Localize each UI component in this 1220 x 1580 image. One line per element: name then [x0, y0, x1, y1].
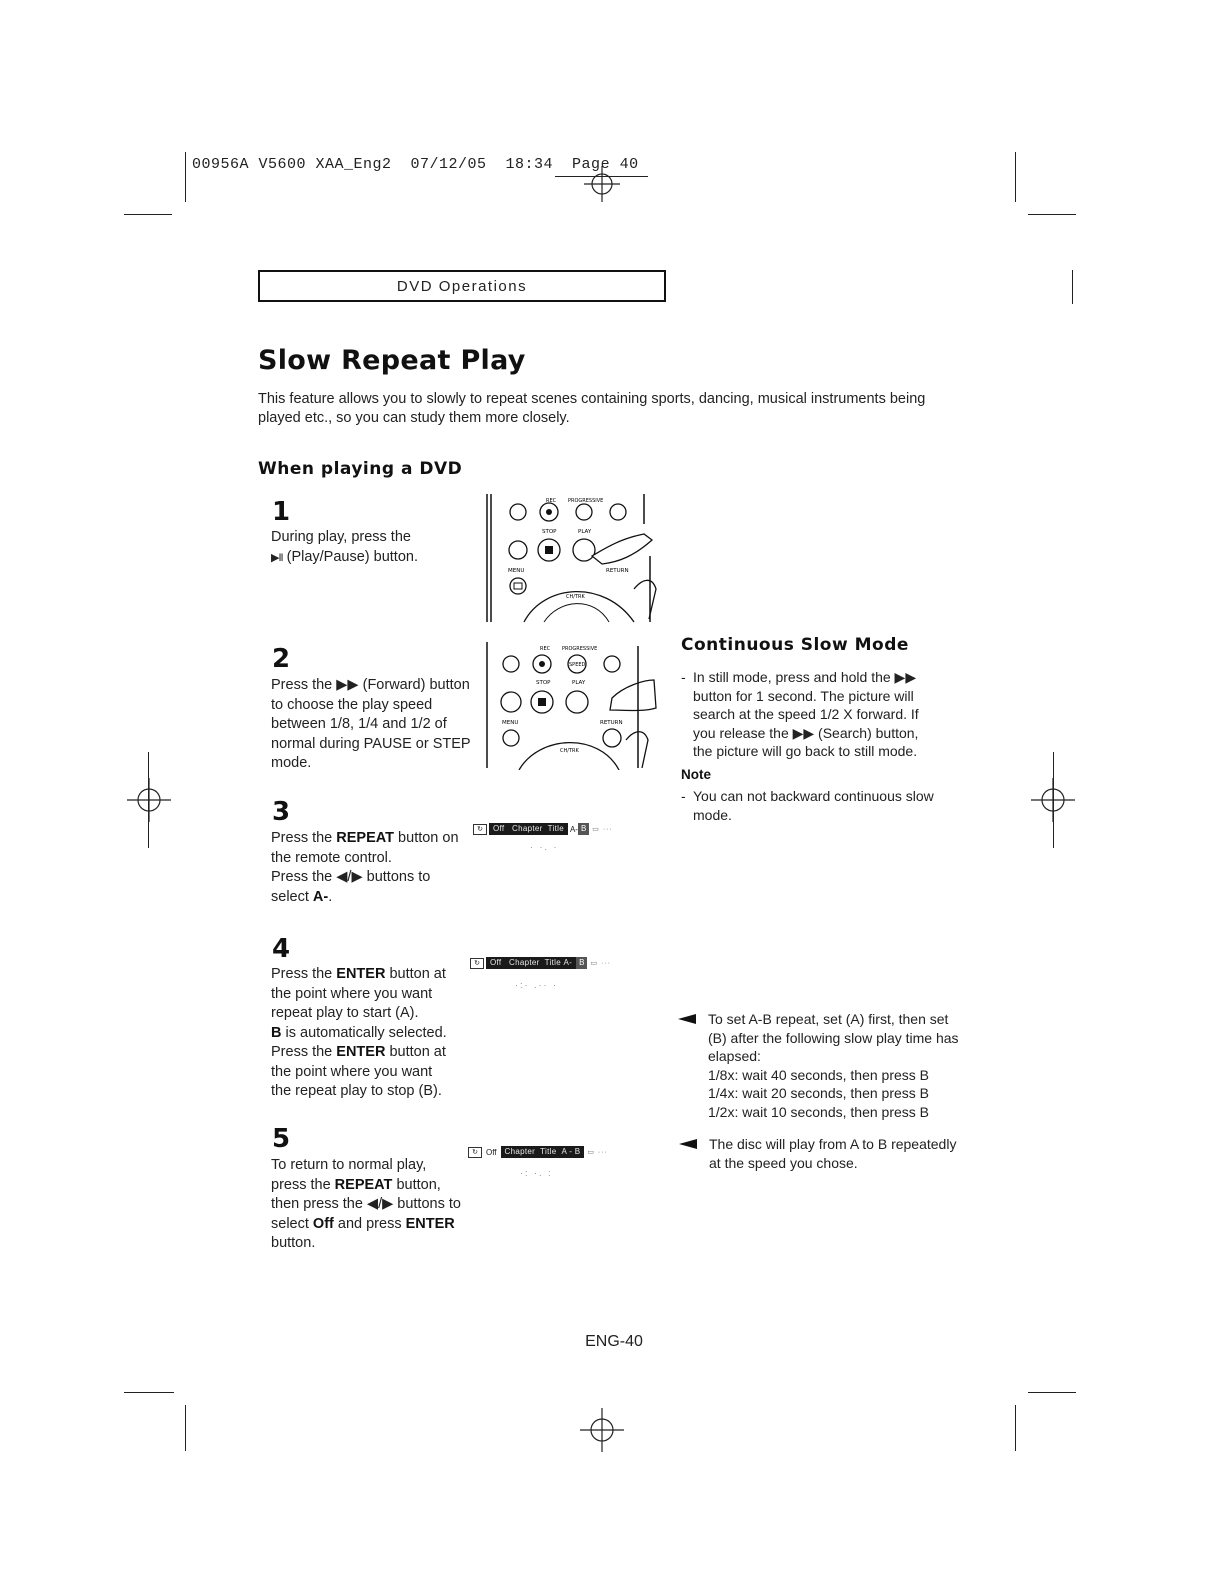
print-speckle: ·: ·. : — [520, 1168, 553, 1178]
note-heading: Note — [681, 767, 711, 782]
ab-wait-line: 1/8x: wait 40 seconds, then press B — [708, 1066, 930, 1083]
step-3-part: Press the — [271, 830, 337, 846]
b-keyword: B — [271, 1024, 282, 1041]
ab-note-text: The disc will play from A to B repeatedly at the speed you chose. — [709, 1136, 957, 1171]
remote-label: MENU — [502, 720, 519, 726]
crop-mark — [1015, 152, 1016, 202]
remote-label: CH/TRK — [560, 748, 579, 754]
crop-mark — [1028, 1392, 1076, 1393]
registration-mark-icon — [580, 1408, 624, 1452]
step-5-part: button, then press the ◀/▶ buttons to select — [271, 1176, 461, 1232]
step-number: 3 — [272, 797, 291, 827]
left-arrow-icon — [678, 1014, 696, 1024]
a-keyword: A- — [312, 888, 329, 905]
remote-label: CH/TRK — [566, 594, 585, 600]
step-5-part: To return to normal play, press the — [271, 1157, 427, 1193]
intro-paragraph: This feature allows you to slowly to repeat scenes containing sports, dancing, musical instruments being played etc., so you can study them more closely. — [258, 391, 926, 426]
play-pause-icon: ▶II — [271, 551, 283, 564]
step-2-text: Press the ▶▶ (Forward) button to choose the play speed between 1/8, 1/4 and 1/2 of normal during PAUSE or STEP mode. — [271, 677, 471, 771]
osd-off: Off — [486, 1147, 497, 1157]
remote-illustration — [484, 640, 674, 770]
osd-repeat-bar — [468, 1145, 608, 1159]
repeat-icon: ↻ — [470, 958, 484, 969]
osd-chapter: Chapter — [512, 824, 543, 833]
osd-title: Title — [547, 824, 564, 833]
osd-b: B — [576, 957, 587, 969]
repeat-keyword: REPEAT — [334, 1176, 393, 1193]
remote-label: RETURN — [606, 568, 629, 574]
osd-ab: A - B — [561, 1147, 581, 1156]
osd-chapter: Chapter — [509, 958, 540, 967]
repeat-icon: ↻ — [468, 1147, 482, 1158]
step-3-part: . — [328, 888, 333, 905]
remote-label: REC — [546, 498, 557, 504]
crop-mark — [1072, 270, 1073, 304]
bullet-dash: - — [681, 669, 686, 685]
print-slug: 00956A V5600 XAA_Eng2 07/12/05 18:34 Page 40 — [192, 156, 639, 173]
step-1-line — [271, 548, 461, 569]
osd-title: Title — [540, 1147, 557, 1156]
step-5-part: button. — [271, 1235, 316, 1251]
osd-repeat-bar — [473, 822, 613, 836]
crop-mark — [1015, 1405, 1016, 1451]
remote-label: PLAY — [578, 529, 592, 535]
ab-note-2 — [709, 1135, 969, 1172]
osd-tail: ▭ ··· — [587, 1149, 608, 1156]
crop-mark — [185, 152, 186, 202]
bullet-dash: - — [681, 788, 686, 804]
repeat-icon: ↻ — [473, 824, 487, 835]
continuous-heading: Continuous Slow Mode — [681, 635, 909, 655]
section-header-box — [258, 270, 666, 302]
step-3-part: Press the ◀/▶ buttons to select — [271, 869, 431, 905]
osd-tail: ▭ ··· — [592, 826, 613, 833]
osd-segment — [501, 1146, 585, 1158]
section-header: DVD Operations — [396, 278, 528, 295]
remote-label: PROGRESSIVE — [562, 646, 598, 652]
step-1-line2: (Play/Pause) button. — [286, 548, 418, 565]
step-3-text — [271, 829, 466, 907]
osd-off: Off — [490, 958, 502, 967]
ab-note-text: To set A-B repeat, set (A) first, then set (B) after the following slow play time has elapsed: — [708, 1011, 959, 1064]
step-4-part: Press the — [271, 966, 337, 982]
remote-illustration — [484, 494, 674, 624]
step-4-part: is automatically selected. — [281, 1024, 447, 1041]
print-speckle: ·:· .·· · — [515, 980, 558, 990]
step-number: 2 — [272, 644, 291, 674]
osd-segment — [489, 823, 568, 835]
step-4-part: button at the point where you want repeat play to start (A). — [271, 966, 446, 1021]
crop-mark — [1028, 214, 1076, 215]
page-title: Slow Repeat Play — [258, 345, 526, 376]
remote-label: MENU — [508, 568, 525, 574]
remote-label: RETURN — [600, 720, 623, 726]
remote-label: PLAY — [572, 680, 586, 686]
crop-mark — [185, 1405, 186, 1451]
subhead-dvd: When playing a DVD — [258, 459, 463, 479]
continuous-item — [681, 668, 941, 761]
print-speckle: · ·. · — [530, 842, 559, 852]
osd-chapter: Chapter — [504, 1147, 536, 1156]
off-keyword: Off — [312, 1215, 334, 1232]
left-arrow-icon — [679, 1139, 697, 1149]
osd-off: Off — [493, 824, 505, 833]
step-number: 5 — [272, 1124, 291, 1154]
crop-mark — [124, 214, 172, 215]
step-4-text — [271, 965, 456, 1102]
registration-mark-icon — [580, 162, 624, 206]
ab-wait-line: 1/2x: wait 10 seconds, then press B — [708, 1103, 930, 1120]
repeat-keyword: REPEAT — [336, 830, 395, 846]
page-number: ENG-40 — [585, 1333, 643, 1350]
note-text: You can not backward continuous slow mode. — [693, 788, 934, 823]
remote-label: STOP — [542, 529, 557, 535]
remote-label: STOP — [536, 680, 551, 686]
crop-mark — [124, 1392, 174, 1393]
step-1-text — [271, 528, 461, 568]
osd-segment — [486, 957, 576, 969]
remote-label: PROGRESSIVE — [568, 498, 604, 504]
note-item — [681, 787, 941, 824]
step-5-text — [271, 1156, 461, 1254]
osd-tail: ▭ ··· — [590, 960, 611, 967]
osd-a: A- — [569, 824, 578, 834]
registration-mark-icon — [1031, 778, 1075, 822]
enter-keyword: ENTER — [405, 1215, 455, 1232]
step-4-part: Press the — [271, 1044, 337, 1060]
remote-label: SPEED — [569, 662, 586, 668]
step-number: 4 — [272, 934, 291, 964]
enter-keyword: ENTER — [336, 966, 386, 982]
remote-label: REC — [540, 646, 551, 652]
ab-wait-line: 1/4x: wait 20 seconds, then press B — [708, 1085, 930, 1101]
osd-repeat-bar — [470, 956, 611, 970]
step-3-part: button on the remote control. — [271, 830, 459, 866]
osd-a: A- — [563, 958, 573, 967]
step-5-part: and press — [333, 1215, 406, 1232]
registration-mark-icon — [127, 778, 171, 822]
step-4-part: button at the point where you want the repeat play to stop (B). — [271, 1044, 446, 1099]
osd-title: Title — [544, 958, 561, 967]
ab-note-1 — [708, 1010, 968, 1121]
enter-keyword: ENTER — [336, 1044, 386, 1060]
step-number: 1 — [272, 497, 291, 527]
continuous-text: In still mode, press and hold the ▶▶ button for 1 second. The picture will search at the speed 1/2 X forward. If you release the ▶▶ (Search) button, the picture will go back to still mode. — [693, 669, 919, 759]
osd-b: B — [578, 823, 589, 835]
step-1-line: During play, press the — [271, 529, 411, 545]
